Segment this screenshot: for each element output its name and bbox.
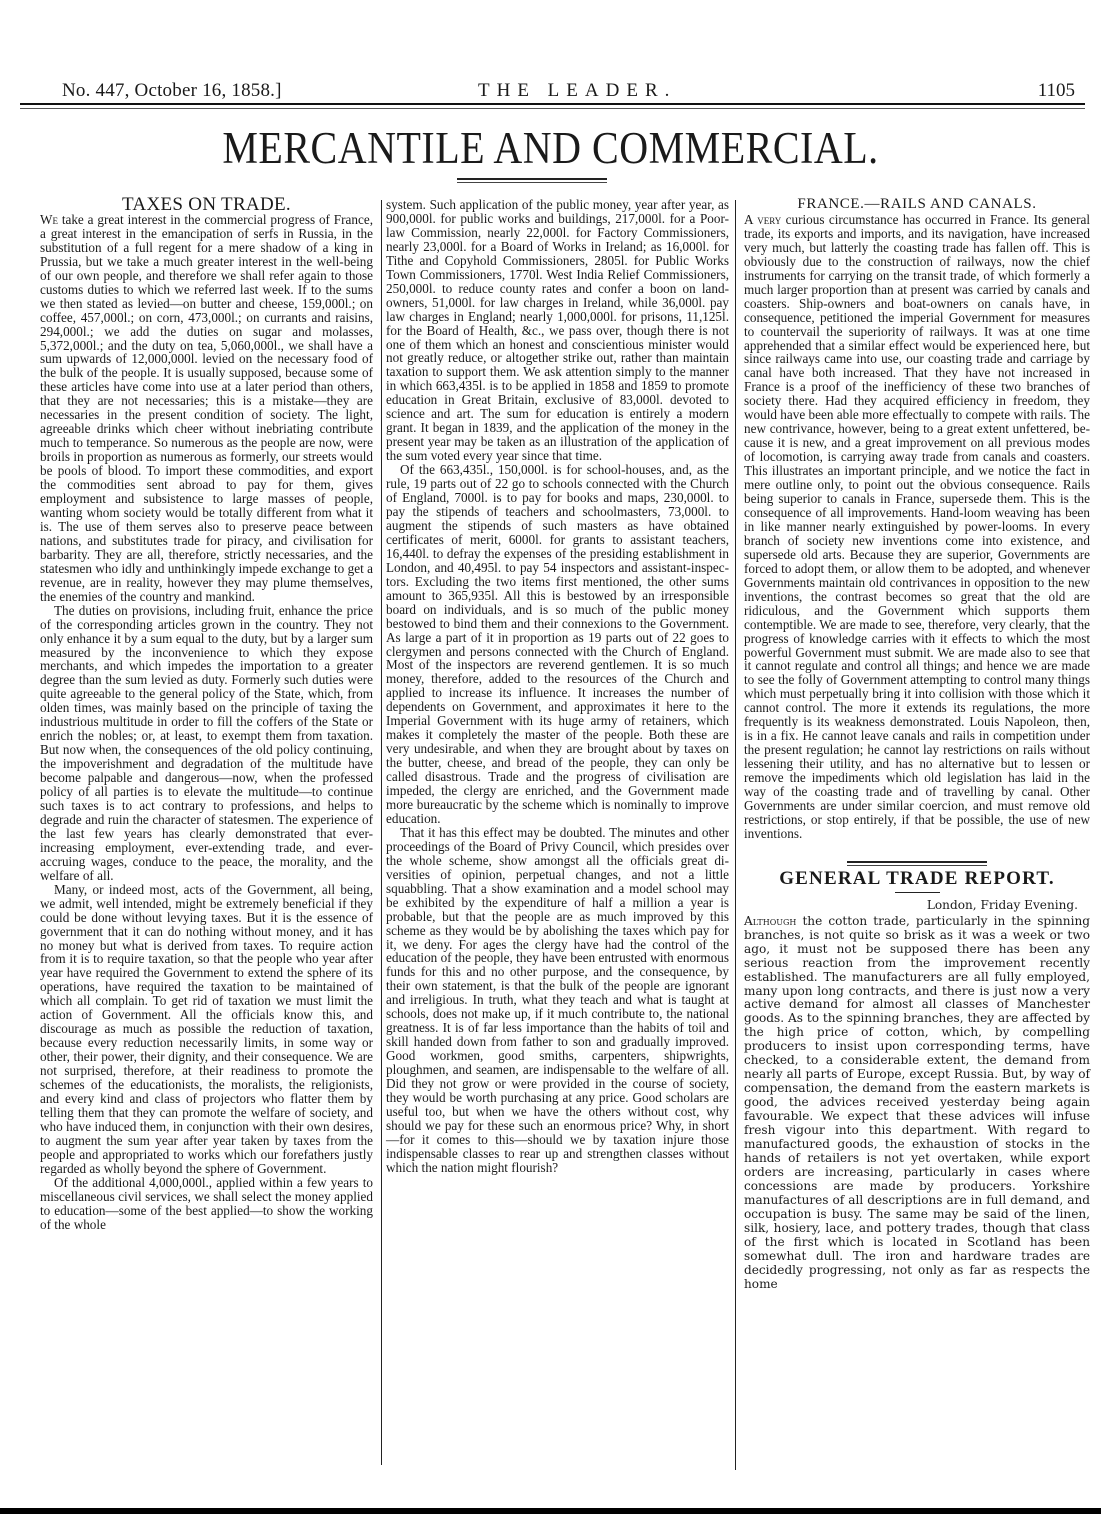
- column-rule-left: [381, 200, 382, 1465]
- article-title-taxes-on-trade: TAXES ON TRADE.: [122, 194, 291, 215]
- column-left: [40, 194, 373, 1232]
- article-paragraph: The duties on provisions, including fruit, enhance the price of the corresponding articles grown in the country. They not only enhance it by a sum equal to the duty, but by a larger sum measured by the inconvenience to which they expose merchants, and which impedes the importation to a greater degree than the sum levied as duty. Formerly such duties were quite agreeable to the general policy of the State, which, from olden times, was mainly based on the principle of taxing the industrious multitude in order to fill the coffers of the State or enrich the nobles; or, at least, to exempt them from taxation. But now when, the consequences of the old policy continuing, the impoverishment and degradation of the multitude have become palpable and dangerous—now, when the professed policy of all parties is to elevate the multitude—to continue such taxes is to act contrary to professions, and helps to degrade and ruin the character of statesmen. The experience of the last few years has clearly demonstrated that ever-increasing employment, ever-extending trade, and ever-accruing wages, conduce to the peace, the morality, and the welfare of all.: [40, 602, 373, 883]
- article-paragraph-continued: system. Such application of the public money, year after year, as 900,000l. for public works and buildings, 217,000l. for a Poor-law Commission, nearly 22,000l. for Factory Commissioners, nearly 23,000l. for a Board of Works in Ireland; as 16,000l. for Tithe and Copyhold Commissioners, 2805l. for Public Works Town Commissioners, 1770l. West India Relief Commissioners, 250,000l. to reduce county rates and confer a boon on landowners, 51,000l. for law charges in Ireland, while 36,000l. pay law charges in England; nearly 1,000,000l. for prisons, 11,125l. for the Board of Health, &c., we pass over, though there is not one of them which an honest and conscientious minister would not greatly reduce, or altogether strike out, rather than maintain taxation to support them. We ask attention simply to the manner in which 663,435l. is to be applied in 1858 and 1859 to promote education in Great Britain, exclusive of 83,000l. devoted to science and art. The sum for education is entirely a modern grant. It began in 1839, and the application of the money in the present year may be taken as an illustration of the application of the sum voted every year since that time.: [386, 197, 729, 464]
- article-paragraph: A very curious circumstance has occurred in France. Its general trade, its exports and imports, and its navigation, have increased very much, but latterly the coasting trade has fallen off. This is obviously due to the construction of railways, now the chief instruments for carrying on the transit trade, of which formerly a much larger proportion than at present was carried by canals and coasters. Ship-owners and boat-owners on canals have, in consequence, petitioned the imperial Government for measures to countervail the superiority of railways. It was at one time apprehended that a similar effect would be experienced here, but since railways came into use, our coasting trade and carriage by canal have both increased. That they have not increased in France is a proof of the inefficiency of these two branches of society there. Had they acquired efficiency in freedom, they would have been able more effectually to compete with rails. The new contrivance, however, being to a great extent unfettered, because it is new, and a great improvement on all previous modes of locomotion, is carrying away trade from canals and coasters. This illustrates an important principle, and we notice the fact in mere outline only, to point out the obvious consequence. Rails being superior to canals in France, supersede them. This is the consequence of all improvements. Hand-loom weaving has been in like manner nearly extinguished by power-looms. In every branch of society new inventions come into existence, and supersede old arts. Because they are superior, Governments are forced to adopt them, or allow them to be adopted, and whenever Governments maintain old contrivances in opposition to the new inventions, the contrast becomes so great that the old are ridiculous, and the Government which supports them contemptible. We are made to see, therefore, very clearly, that the progress of knowledge carries with it effects to which the most powerful Government must submit. We are made also to see that it cannot regulate and control all things; and hence we are made to see the folly of Government attempting to control many things which must perpetually bring it into collision with those which it cannot control. The more it extends its regulations, the more frequently is its weakness demonstrated. Louis Napoleon, then, is in a fix. He cannot leave canals and rails in competition under the present regulation; he cannot lay restrictions on rails without lessening their utility, and has no alternative but to lessen or remove the impediments which old legislation has laid in the way of the coasting trade and of travelling by canal. Other Governments are under similar coercion, and must remove old restrictions, or stop entirely, if that be possible, the use of new inventions.: [744, 211, 1090, 841]
- article-paragraph: Many, or indeed most, acts of the Government, all being, we admit, well intended, might be extremely beneficial if they could be done without levying taxes. But it is the essence of government that it can do nothing without money, and it has no money but what is derived from taxes. To require action from it is to require taxation, so that the people who year after year have required the Government to extend the sphere of its operations, have required the taxation to be maintained of which all complain. To get rid of taxation we must limit the action of Government. All the officials know this, and discourage as much as possible the reduction of taxation, because every reduction necessarily limits, in some way or other, their power, their dignity, and their consequence. We are not surprised, therefore, at their readiness to promote the schemes of the educationists, the moralists, the religionists, and every kind and class of projectors who flatter them by telling them that they can promote the welfare of society, and who have induced them, in conjunction with their own desires, to augment the sum year after year taken by taxes from the people and appropriated to works which our forefathers justly regarded as wholly beyond the sphere of Government.: [40, 881, 373, 1176]
- column-middle: [386, 198, 729, 1175]
- section-masthead: MERCANTILE AND COMMERCIAL.: [222, 121, 879, 174]
- header-rule-thin: [20, 108, 1085, 109]
- paper-name: THE LEADER.: [478, 80, 677, 101]
- opening-word: We: [40, 211, 58, 227]
- issue-date: No. 447, October 16, 1858.]: [62, 80, 282, 101]
- scan-edge: [0, 1508, 1101, 1514]
- masthead-rule-thin: [457, 182, 607, 183]
- article-paragraph-split: Of the additional 4,000,000l., applied within a few years to miscellaneous civil services, we shall select the money applied to education—some of the best applied—to show the working of the whole: [40, 1174, 373, 1232]
- article-paragraph: Of the 663,435l., 150,000l. is for school-houses, and, as the rule, 19 parts out of 22 go to schools connected with the Church of England, 7000l. is to pay for books and maps, 230,000l. to pay the stipends of teachers and schoolmasters, 73,000l. to augment the stipends of such masters as have obtained certificates of merit, 6000l. for grants to assistant teachers, 16,440l. to defray the expenses of the presiding establishment in London, and 40,495l. to pay 54 inspectors and assistant-inspectors. Excluding the two items first mentioned, the other sums amount to 365,935l. All this is bestowed by an irresponsible board on individuals, and is so much of the public money bestowed to bind them and their connexions to the Government. As large a part of it in proportion as 19 parts out of 22 goes to clergymen and persons connected with the Church of England. Most of the inspectors are reverend gentlemen. It is so much money, therefore, added to the resources of the Church and applied to increase its influence. It increases the number of dependents on Government, and approximates it here to the Imperial Government with its huge army of retainers, which makes it completely the master of the people. Both these are very undesirable, and when they are brought about by taxes on the butter, cheese, and bread of the people, they can only be called disastrous. Trade and the progress of civilisation are impeded, the clergy are enriched, and the Government made more bureaucratic by the scheme which is nominally to improve education.: [386, 462, 729, 826]
- dateline: London, Friday Evening.: [926, 897, 1078, 912]
- article-title-general-trade-report: GENERAL TRADE REPORT.: [779, 867, 1055, 889]
- header-rule: [20, 103, 1085, 105]
- page-number: 1105: [1037, 80, 1075, 101]
- article-paragraph: Although the cotton trade, particularly in the spinning branches, is not quite so brisk as it was a week or two ago, it must not be supposed there has been any serious reaction from the improvement recently established. The manufacturers are all fully employed, many upon long contracts, and there is just now a very active demand for almost all classes of Manchester goods. As to the spinning branches, they are affected by the high price of cotton, which, by compelling producers to insist upon corresponding terms, have checked, to a considerable extent, the demand from nearly all parts of Europe, except Russia. But, by way of compensation, the demand from the eastern markets is good, the advices received yesterday being again favourable. We expect that these advices will infuse fresh vigour into this department. With regard to manufactured goods, the exhaustion of stocks in the hands of retailers is not yet overtaken, while export orders are increasing, particularly in cases where concessions are made by producers. Yorkshire manufactures of all descriptions are in full demand, and occupation is busy. The same may be said of the linen, silk, hosiery, lace, and pottery trades, though that class of the first which is located in Scotland has been somewhat dull. The iron and hardware trades are decidedly progressing, not only as far as respects the home: [744, 913, 1090, 1291]
- article-paragraph: That it has this effect may be doubted. The minutes and other proceedings of the Board of Privy Council, which presides over the whole scheme, show amongst all the officials great diversities of opinion, perpetual changes, and not a little squabbling. That a show examination and a model school may be exhibited by the expenditure of half a million a year is probable, but that the people are as much improved by this scheme as they would be by abolishing the taxes which pay for it, we deny. For ages the clergy have had the control of the education of the people, they have been entrusted with enormous funds for this and no other purpose, and the consequence, by their own statement, is that the bulk of the people are ignorant and irreligious. In truth, what they teach and what is taught at schools, does not make up, if it much contribute to, the national greatness. It is of far less importance than the habits of toil and skill handed down from father to son and gradually improved. Good workmen, good smiths, carpenters, shipwrights, ploughmen, and seamen, are indispensable to the welfare of all. Did they not grow or were provided in the course of society, they would be worth purchasing at any price. Good scholars are useful too, but when we have the others without cost, why should we pay for these such an enormous price? Why, in short—for it comes to this—should we by taxation injure those indispensable classes to rear up and strengthen classes without which the nation might flourish?: [386, 824, 729, 1175]
- column-rule-right: [735, 200, 736, 1470]
- column-right: [744, 198, 1090, 1291]
- opening-word: Although: [744, 913, 797, 928]
- opening-word: A very: [744, 211, 782, 227]
- article-title-france-rails-canals: FRANCE.—RAILS AND CANALS.: [797, 196, 1037, 212]
- article-paragraph: We take a great interest in the commercial progress of France, a great interest in the emancipation of serfs in Russia, in the substitution of a full regent for a mere shadow of a king in Prussia, but we take a much greater interest in the well-being of our own people, and therefore we shall refer again to those customs duties to which we referred last week. If to the sums we then stated as levied—on butter and cheese, 159,000l.; on coffee, 457,000l.; on corn, 473,000l.; on currants and raisins, 294,000l.; we add the duties on sugar and molasses, 5,372,000l.; and the duty on tea, 5,060,000l., we shall have a sum upwards of 12,000,000l. levied on the necessary food of the bulk of the people. It is usually supposed, because some of these articles have come into use at a later period than others, that they are not necessaries; this is a mistake—they are necessaries in the present condition of society. The light, agreeable drinks which cheer without inebriating contribute much to temperance. So numerous as the people are now, were broils in proportion as numerous as formerly, our streets would be pools of blood. To import these commodities, and export the commodities sent abroad to pay for them, gives employment and subsistence to large masses of people, wanting whom society would be totally different from what it is. The use of them serves also to preserve peace between nations, and substitutes trade for piracy, and civilisation for barbarity. They are all, therefore, strictly necessaries, and the statesmen who idly and unthinkingly impede exchange to get a revenue, are in reality, however they may plume themselves, the enemies of the country and mankind.: [40, 211, 373, 604]
- section-divider: [847, 861, 987, 866]
- title-rule: [895, 892, 940, 893]
- masthead-rule: [457, 178, 607, 180]
